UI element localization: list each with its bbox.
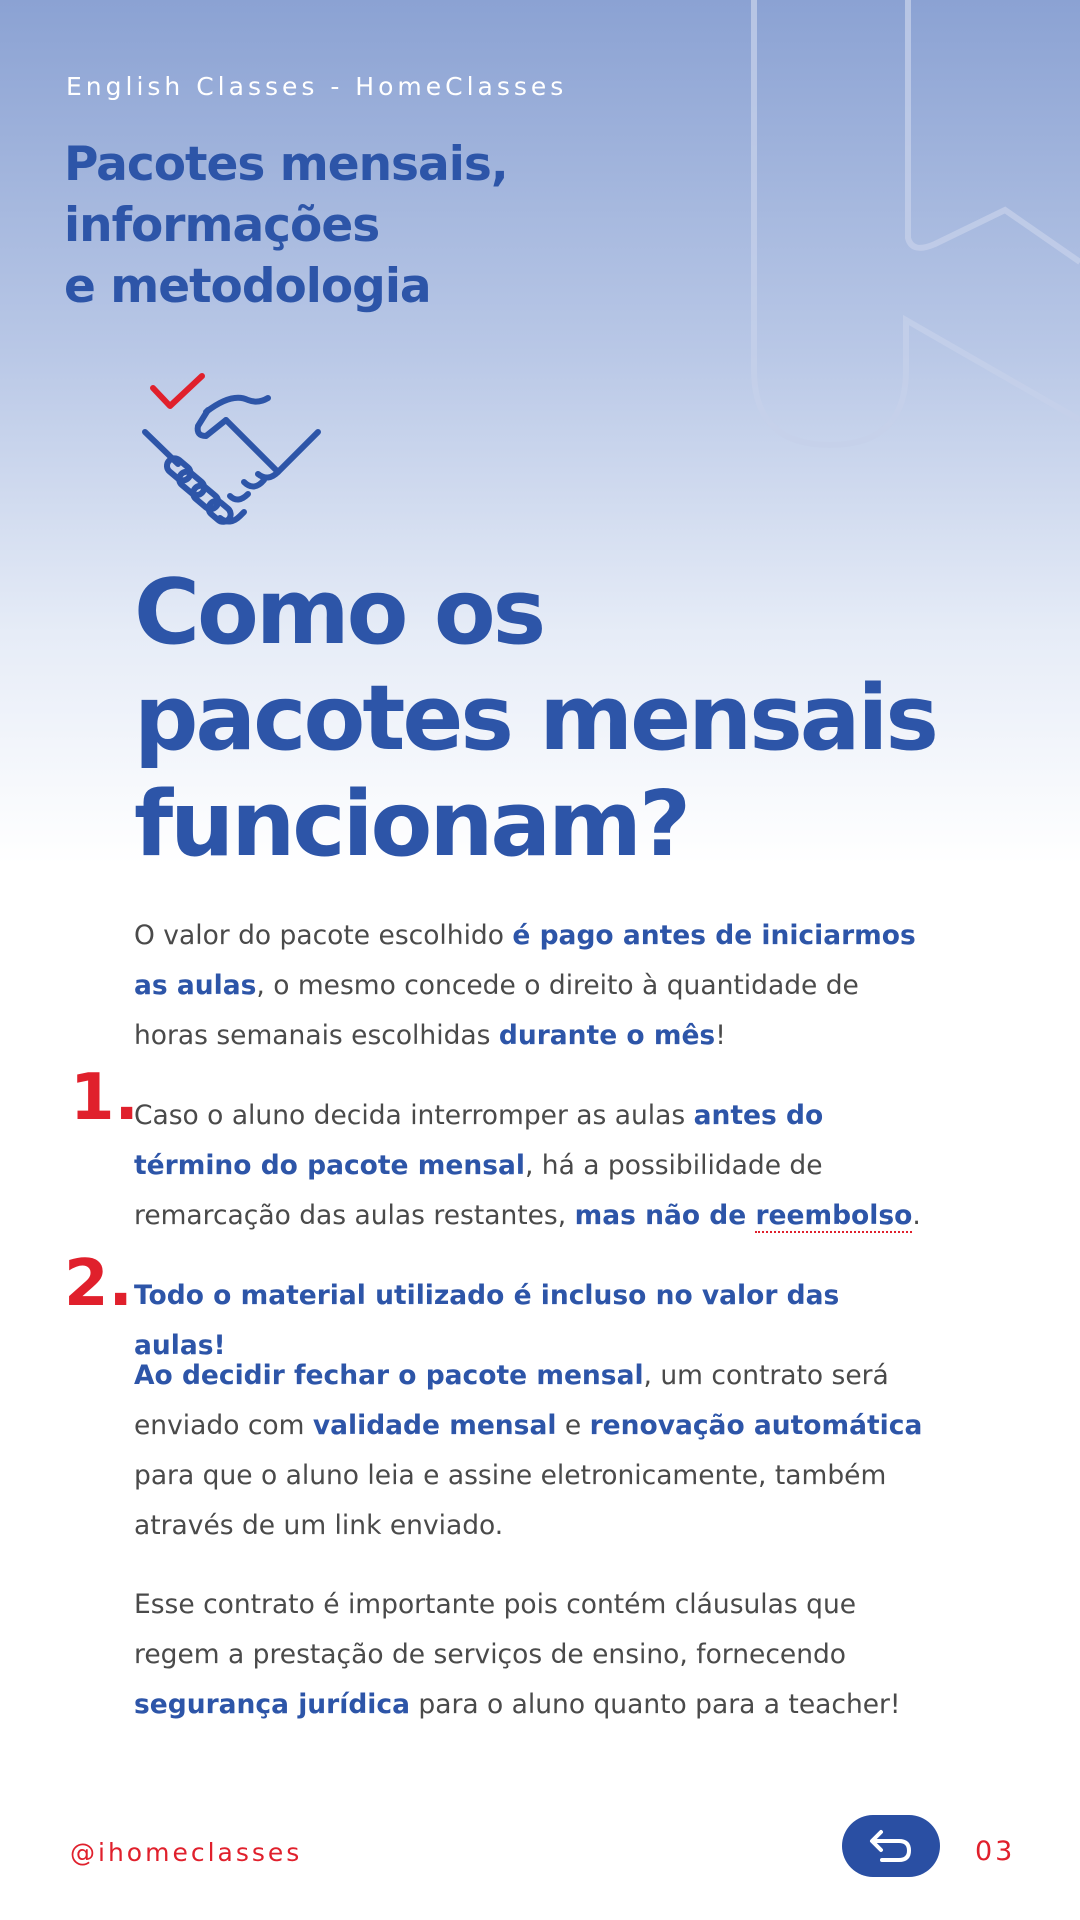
paragraph-text: , o mesmo concede o direito à quantidade de horas semanais escolhidas — [134, 970, 859, 1051]
paragraph-text: e — [556, 1410, 590, 1441]
headline-line: pacotes mensais — [134, 666, 936, 771]
paragraph-highlight: é pago antes de iniciarmos as aulas — [134, 920, 916, 1001]
headline-line: funcionam? — [134, 772, 689, 877]
item-number: 1. — [70, 1061, 139, 1135]
paragraph-highlight: durante o mês — [498, 1020, 716, 1051]
brand-kicker: English Classes - HomeClasses — [66, 72, 568, 101]
paragraph-payment — [134, 911, 924, 1061]
paragraph-text: Caso o aluno decida interromper as aulas — [134, 1100, 694, 1131]
paragraph-text: . — [912, 1200, 921, 1231]
headline-line: Como os — [134, 560, 544, 665]
paragraph-highlight: Ao decidir fechar o pacote mensal — [134, 1360, 644, 1391]
paragraph-highlight: antes do término do pacote mensal — [134, 1100, 824, 1181]
paragraph-highlight-underlined: reembolso — [755, 1200, 913, 1231]
main-headline — [134, 560, 936, 878]
page-number: 03 — [975, 1836, 1016, 1867]
paragraph-contract — [134, 1351, 924, 1551]
back-button[interactable] — [842, 1815, 940, 1877]
paragraph-highlight: segurança jurídica — [134, 1689, 410, 1720]
page-subtitle — [64, 134, 508, 317]
paragraph-highlight: mas não de — [574, 1200, 756, 1231]
paragraph-text: , há a possibilidade de remarcação das aulas restantes, — [134, 1150, 823, 1231]
paragraph-text: para que o aluno leia e assine eletronicamente, também através de um link enviado. — [134, 1460, 887, 1541]
paragraph-text: ! — [715, 1020, 726, 1051]
item-number: 2. — [64, 1247, 133, 1321]
paragraph-cancellation — [134, 1091, 924, 1241]
paragraph-text: , um contrato será enviado com — [134, 1360, 889, 1441]
subtitle-line: Pacotes mensais, — [64, 137, 508, 192]
paragraph-highlight: Todo o material utilizado é incluso no valor das aulas! — [134, 1280, 840, 1361]
paragraph-text: Esse contrato é importante pois contém cláusulas que regem a prestação de serviços de ensino, fornecendo — [134, 1589, 857, 1670]
paragraph-legal-security — [134, 1580, 924, 1730]
paragraph-text: para o aluno quanto para a teacher! — [409, 1689, 901, 1720]
return-arrow-icon — [868, 1828, 914, 1864]
handshake-check-icon — [140, 370, 330, 530]
subtitle-line: informações — [64, 198, 380, 253]
paragraph-text: O valor do pacote escolhido — [134, 920, 513, 951]
paragraph-highlight: validade mensal — [312, 1410, 557, 1441]
paragraph-highlight: renovação automática — [589, 1410, 923, 1441]
social-handle[interactable]: @ihomeclasses — [70, 1838, 303, 1867]
subtitle-line: e metodologia — [64, 259, 431, 314]
